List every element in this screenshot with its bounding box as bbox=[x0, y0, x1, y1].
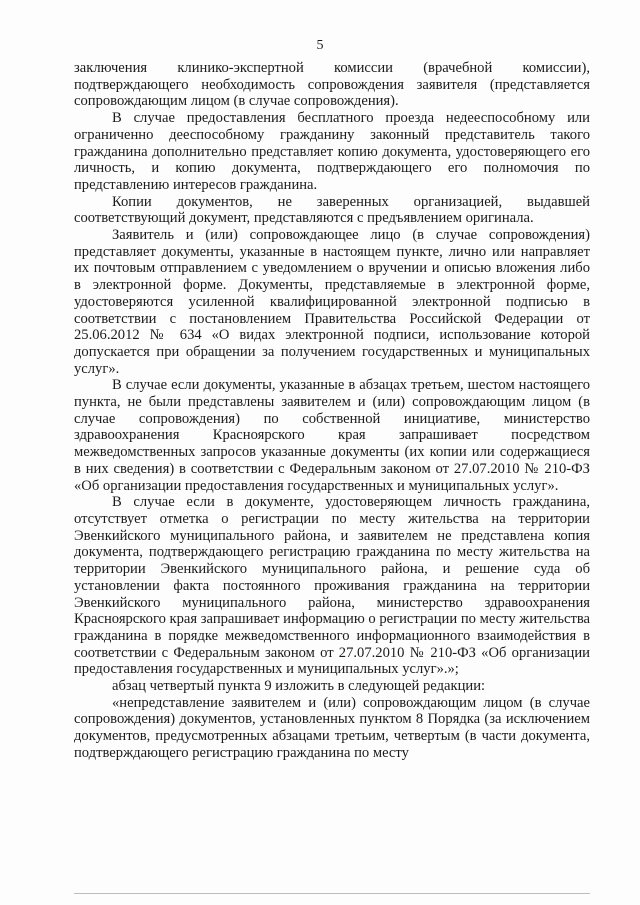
paragraph: Заявитель и (или) сопровождающее лицо (в случае сопровождения) представляет документы, указанные в настоящем пункте, лично или направляет их почтовым отправлением с уведомлением о вручении и описью вложения либо в электронной форме. Документы, представляемые в электронной форме, удостоверяются усиленной квалифицированной электронной подписью в соответствии с постановлением Правительства Российской Федерации от 25.06.2012 № 634 «О видах электронной подписи, использование которой допускается при обращении за получением государственных и муниципальных услуг». bbox=[74, 227, 590, 377]
document-body bbox=[74, 60, 590, 762]
page-number: 5 bbox=[316, 38, 324, 53]
paragraph: Копии документов, не заверенных организацией, выдавшей соответствующий документ, представляются с предъявлением оригинала. bbox=[74, 193, 590, 227]
paragraph: заключения клинико-экспертной комиссии (врачебной комиссии), подтверждающего необходимость сопровождения заявителя (представляется сопровождающим лицом (в случае сопровождения). bbox=[74, 60, 590, 110]
paragraph: В случае если документы, указанные в абзацах третьем, шестом настоящего пункта, не были представлены заявителем и (или) сопровождающим лицом (в случае сопровождения) по собственной инициативе, министерство здравоохранения Красноярского края запрашивает посредством межведомственных запросов указанные документы (их копии или содержащиеся в них сведения) в соответствии с Федеральным законом от 27.07.2010 № 210-ФЗ «Об организации предоставления государственных и муниципальных услуг». bbox=[74, 377, 590, 494]
paragraph: В случае если в документе, удостоверяющем личность гражданина, отсутствует отметка о регистрации по месту жительства на территории Эвенкийского муниципального района, и заявителем не представлена копия документа, подтверждающего регистрацию гражданина по месту жительства на территории Эвенкийского муниципального района, и решение суда об установлении факта постоянного проживания гражданина на территории Эвенкийского муниципального района, министерство здравоохранения Красноярского края запрашивает информацию о регистрации по месту жительства гражданина в порядке межведомственного информационного взаимодействия в соответствии с Федеральным законом от 27.07.2010 № 210-ФЗ «Об организации предоставления государственных и муниципальных услуг».»; bbox=[74, 494, 590, 678]
paragraph: «непредставление заявителем и (или) сопровождающим лицом (в случае сопровождения) документов, установленных пунктом 8 Порядка (за исключением документов, предусмотренных абзацами третьим, четвертым (в части документа, подтверждающего регистрацию гражданина по месту bbox=[74, 694, 590, 761]
paragraph: В случае предоставления бесплатного проезда недееспособному или ограниченно дееспособному гражданину законный представитель такого гражданина дополнительно представляет копию документа, удостоверяющего его личность, и копию документа, подтверждающего его полномочия по представлению интересов гражданина. bbox=[74, 110, 590, 193]
paragraph: абзац четвертый пункта 9 изложить в следующей редакции: bbox=[112, 678, 486, 695]
page-bottom-divider bbox=[74, 893, 590, 894]
